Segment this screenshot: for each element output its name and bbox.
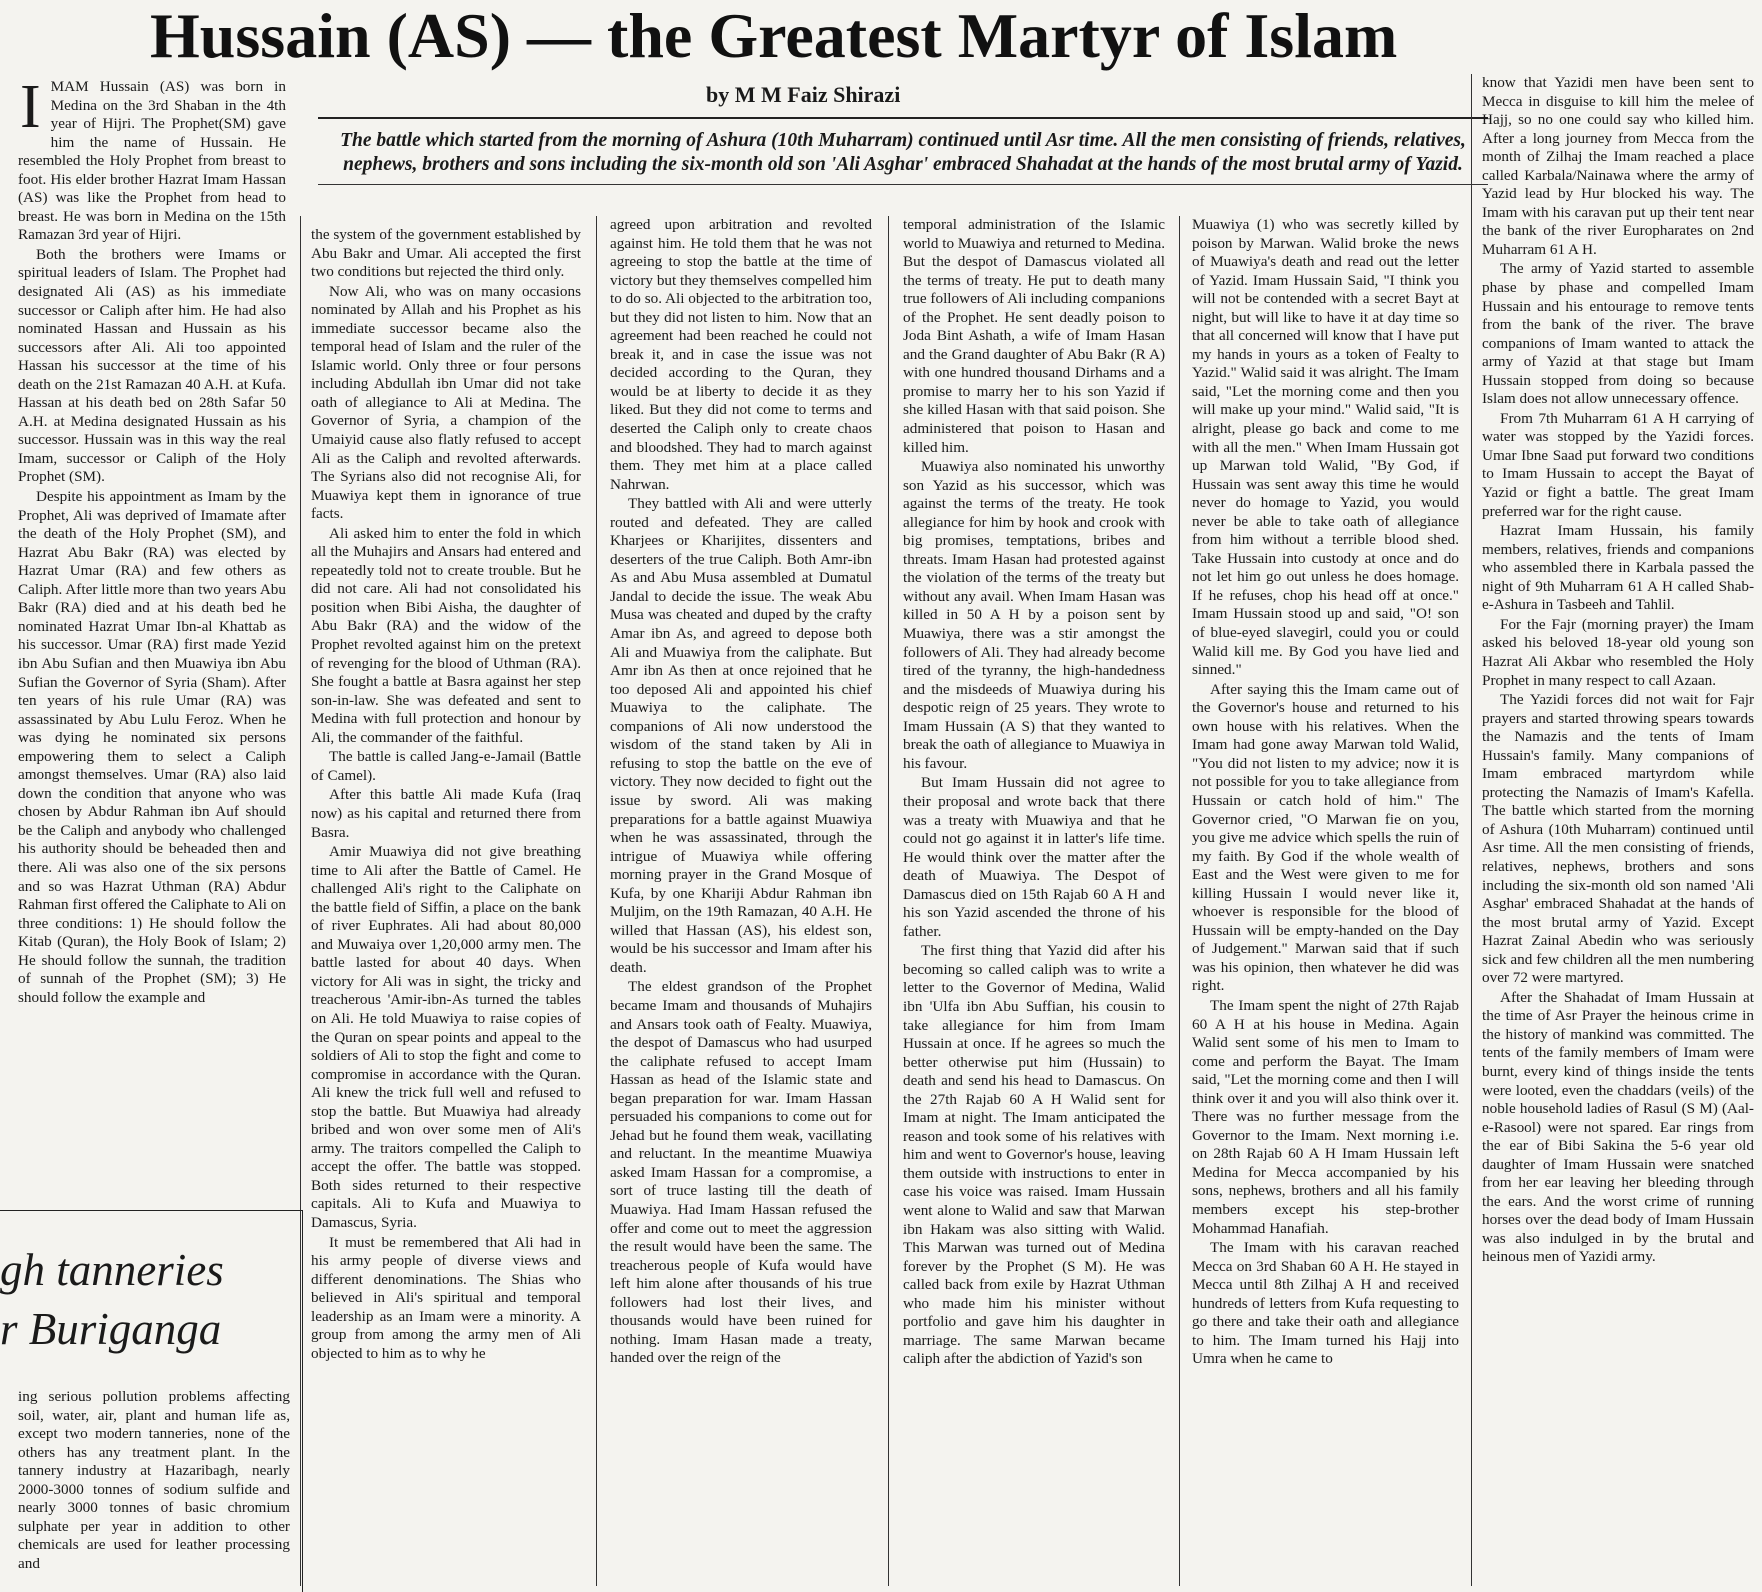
paragraph: know that Yazidi men have been sent to Mecca in disguise to kill him the melee of Hajj, so no one could say who killed him. After a long journey from Mecca from the month of Zilhaj the Imam reached a place called Karbala/Nainawa where the army of Yazid lead by Hur blocked his way. The Imam with his caravan put up their tent near the bank of the river Europharates on 2nd Muharram 61 A H.: [1482, 74, 1754, 258]
paragraph: Despite his appointment as Imam by the Prophet, Ali was deprived of Imamate after the death of the Holy Prophet (SM), and Hazrat Abu Bakr (RA) was elected by Hazrat Umar (RA) and few others as Caliph. After little more than two years Abu Bakr (RA) died and at his death bed he nominated Hazrat Umar Ibn-al Khattab as his successor. Umar (RA) first made Yezid ibn Abu Sufian and then Muawiya ibn Abu Sufian the Governor of Syria (Sham). After ten years of his rule Umar (RA) was assassinated by Abu Lulu Feroz. When he was dying he nominated six persons empowering them to select a Caliph amongst themselves. Umar (RA) also laid down the condition that anyone who was chosen by Abdur Rahman ibn Auf should be the Caliph and anybody who challenged his authority should be beheaded then and there. Ali was also one of the six persons and so was Hazrat Uthman (RA) Abdur Rahman first offered the Caliphate to Ali on three conditions: 1) He should follow the Kitab (Quran), the Holy Book of Islam; 2) He should follow the sunnah, the tradition of sunnah of the Prophet (SM); 3) He should follow the example and: [18, 488, 286, 1006]
paragraph: For the Fajr (morning prayer) the Imam asked his beloved 18-year old young son Hazrat Ali Akbar who resembled the Holy Prophet in many respect to call Azaan.: [1482, 615, 1754, 689]
paragraph: Now Ali, who was on many occasions nominated by Allah and his Prophet as his immediate successor became also the temporal head of Islam and the ruler of the Islamic world. Only three or four persons including Abdullah ibn Umar did not take oath of allegiance to Ali at Medina. The Governor of Syria, a champion of the Umaiyid cause also flatly refused to accept Ali as the Caliph and revolted afterwards. The Syrians also did not recognise Ali, for Muawiya kept them in ignorance of true facts.: [311, 282, 581, 523]
column-divider: [888, 216, 889, 1586]
adjacent-story-rule: [302, 1211, 303, 1592]
paragraph: After the Shahadat of Imam Hussain at the time of Asr Prayer the heinous crime in the history of mankind was committed. The tents of the family members of Imam were burnt, every kind of things inside the tents were looted, even the chaddars (veils) of the noble household ladies of Rasul (S M) (Aal-e-Rasool) were not spared. Ear rings from the ear of Bibi Sakina the 5-6 year old daughter of Imam Hussain were snatched from her ear leaving her bleeding through the ears. And the worst crime of running horses over the dead body of Imam Hussain was also indulged in by the brutal and heinous men of Yazidi army.: [1482, 988, 1754, 1266]
paragraph: The eldest grandson of the Prophet became Imam and thousands of Muhajirs and Ansars took oath of Fealty. Muawiya, the despot of Damascus who had usurped the caliphate refused to accept Imam Hassan as head of the Islamic state and began preparation for war. Imam Hassan persuaded his companions to come out for Jehad but he found them weak, vacillating and reluctant. In the meantime Muawiya asked Imam Hassan for a compromise, a sort of truce lasting till the death of Muawiya. Had Imam Hassan refused the offer and come out to meet the aggression the result would have been the same. The treacherous people of Kufa would have left him alone after thousands of his true followers had lost their lives, and thousands would have been ruined for nothing. Imam Hasan made a treaty, handed over the reign of the: [610, 978, 872, 1367]
column-divider: [596, 216, 597, 1586]
paragraph: The army of Yazid started to assemble phase by phase and compelled Imam Hussain and his entourage to remove tents from the bank of the river. The brave companions of Imam wanted to attack the army of Yazid at that stage but Imam Hussain stopped from doing so because Islam does not allow unnecessary offence.: [1482, 260, 1754, 408]
adjacent-headline-line-1: gh tanneries: [0, 1245, 224, 1295]
paragraph: But Imam Hussain did not agree to their proposal and wrote back that there was a treaty with Muawiya and that he could not go against it in latter's life time. He would think over the matter after the death of Muawiya. The Despot of Damascus died on 15th Rajab 60 A H and his son Yazid ascended the throne of his father.: [903, 774, 1165, 940]
standfirst-text: The battle which started from the morning of Ashura (10th Muharram) continued until Asr time. All the men consisting of friends, relatives, nephews, brothers and sons including the six-month old son 'Ali Asghar' embraced Shahadat at the hands of the most brutal army of Yazid.: [340, 130, 1466, 175]
paragraph: After this battle Ali made Kufa (Iraq now) as his capital and returned there from Basra.: [311, 786, 581, 841]
column-5: [1192, 216, 1459, 1586]
standfirst-rule: [318, 184, 1488, 185]
column-2: [311, 226, 581, 1586]
paragraph: The first thing that Yazid did after his becoming so called caliph was to write a letter to the Governor of Medina, Walid ibn 'Ulfa ibn Abu Suffian, his cousin to take allegiance for him from Imam Hussain at once. If he agrees so much the better otherwise put him (Hussain) to death and send his head to Damascus. On the 27th Rajab 60 A H Walid sent for Imam at night. The Imam anticipated the reason and took some of his relatives with him and went to Governor's house, leaving them outside with instructions to enter in case his voice was raised. Imam Hussain went alone to Walid and saw that Marwan ibn Hakam was also sitting with Walid. This Marwan was turned out of Medina forever by the Prophet (S M). He was called back from exile by Hazrat Uthman who made him his minister without portfolio and gave him his daughter in marriage. The same Marwan became caliph after the abdiction of Yazid's son: [903, 942, 1165, 1368]
paragraph: After saying this the Imam came out of the Governor's house and returned to his own house with his relatives. When the Imam had gone away Marwan told Walid, "You did not listen to my advice; now it is not possible for you to take allegiance from Hussain or catch hold of him." The Governor cried, "O Marwan fie on you, you give me advice which spells the ruin of my faith. By God if the whole wealth of East and the West were given to me for killing Hussain I would never like it, whoever is responsible for the blood of Hussain will be empty-handed on the Day of Judgement." Marwan said that if such was his opinion, then whatever he did was right.: [1192, 680, 1459, 995]
paragraph: From 7th Muharram 61 A H carrying of water was stopped by the Yazidi forces. Umar Ibne Saad put forward two conditions to Imam Hussain to accept the Bayat of Yazid or fight a battle. The great Imam preferred war for the right cause.: [1482, 409, 1754, 520]
column-divider: [1179, 216, 1180, 1586]
paragraph: agreed upon arbitration and revolted against him. He told them that he was not agreeing to stop the battle at the time of victory but they themselves compelled him to do so. Ali objected to the arbitration too, but they did not listen to him. Now that an agreement had been reached he could not break it, and in case the issue was not decided according to the Quran, they would be at liberty to decide it as they liked. But they did not come to terms and deserted the Caliph only to create chaos and bloodshed. They had to march against them. They met him at a place called Nahrwan.: [610, 216, 872, 493]
article-byline: by M M Faiz Shirazi: [706, 82, 901, 107]
column-divider: [1471, 74, 1472, 1586]
paragraph: Hazrat Imam Hussain, his family members, relatives, friends and companions who assembled there in Karbala passed the night of 9th Muharram 61 A H called Shab-e-Ashura in Tasbeeh and Tahlil.: [1482, 522, 1754, 614]
paragraph: Ali asked him to enter the fold in which all the Muhajirs and Ansars had entered and repeatedly told not to create trouble. But he did not care. Ali had not consolidated his position when Bibi Aisha, the daughter of Abu Bakr (RA) and the widow of the Prophet revolted against him on the pretext of revenging for the blood of Uthman (RA). She fought a battle at Basra against her step son-in-law. She was defeated and sent to Medina with full protection and honour by Ali, the commander of the faithful.: [311, 524, 581, 746]
paragraph: the system of the government established by Abu Bakr and Umar. Ali accepted the first two conditions but rejected the third only.: [311, 226, 581, 281]
paragraph: Muawiya (1) who was secretly killed by poison by Marwan. Walid broke the news of Muawiya's death and read out the letter of Yazid. Imam Hussain Said, "I think you will not be contended with a secret Bayt at night, but will like to have it at day time so that all concerned will know that I have put my hands in yours as a token of Fealty to Yazid." Walid said it was alright. The Imam said, "Let the morning come and then you will make up your mind." Walid said, "It is alright, please go back and come to me with all the men." When Imam Hussain got up Marwan told Walid, "By God, if Hussain was sent away this time he would never do homage to Yazid, you would never be able to take oath of allegiance from him without a terrible blood shed. Take Hussain into custody at once and do not let him go out unless he does homage. If he refuses, chop his head off at once." Imam Hussain stood up and said, "O! son of blue-eyed slavegirl, could you or could Walid kill me. By God you have lied and sinned.": [1192, 216, 1459, 679]
adjacent-story-headline: [0, 1241, 300, 1360]
paragraph: Amir Muawiya did not give breathing time to Ali after the Battle of Camel. He challenged Ali's right to the Caliphate on the battle field of Siffin, a place on the bank of river Euphrates. Ali had about 80,000 and Muwaiya over 1,20,000 army men. The battle lasted for about 40 days. When victory for Ali was in sight, the tricky and treacherous 'Amir-ibn-As turned the tables on Ali. He told Muawiya to raise copies of the Quran on spear points and appeal to the soldiers of Ali to stop the fight and come to compromise in accordance with the Quran. Ali knew the trick full well and refused to stop the battle. But Muawiya had already bribed and won over some men of Ali's army. The traitors compelled the Caliph to accept the offer. The battle was stopped. Both sides returned to their respective capitals. Ali to Kufa and Muawiya to Damascus, Syria.: [311, 843, 581, 1231]
paragraph: temporal administration of the Islamic world to Muawiya and returned to Medina. But the despot of Damascus violated all the terms of treaty. He put to death many true followers of Ali including companions of the Prophet. He sent deadly poison to Joda Bint Ashath, a wife of Imam Hasan and the Grand daughter of Abu Bakr (R A) with one hundred thousand Dirhams and a promise to marry her to his son Yazid if she killed Hasan with that said poison. She administered that poison to Hasan and killed him.: [903, 216, 1165, 456]
column-4: [903, 216, 1165, 1586]
column-6: [1482, 74, 1754, 1586]
column-3: [610, 216, 872, 1586]
drop-cap: I: [20, 78, 41, 141]
article-standfirst: [318, 117, 1488, 177]
paragraph: Both the brothers were Imams or spiritual leaders of Islam. The Prophet had designated Ali (AS) as his immediate successor or Caliph after him. He had also nominated Hassan and Hussain as his successors after Ali. Ali too appointed Hassan his successor at the time of his death on the 21st Ramazan 40 A.H. at Kufa. Hassan at his death bed on 28th Safar 50 A.H. at Medina designated Hussain as his successor. Hussain was in this way the real Imam, successor or Caliph of the Holy Prophet (SM).: [18, 245, 286, 486]
paragraph: Muawiya also nominated his unworthy son Yazid as his successor, which was against the terms of the treaty. He took allegiance for him by hook and crook with big promises, temptations, bribes and threats. Imam Hasan had protested against the violation of the terms of the treaty but without any avail. When Imam Hasan was killed in 50 A H by a poison sent by Muawiya, there was a stir amongst the followers of Ali. They had already become tired of the tyranny, the high-handedness and the misdeeds of Muawiya during his despotic reign of 25 years. They wrote to Imam Hussain (A S) that they wanted to break the oath of allegiance to Muawiya in his favour.: [903, 458, 1165, 772]
paragraph: The battle is called Jang-e-Jamail (Battle of Camel).: [311, 748, 581, 784]
paragraph: It must be remembered that Ali had in his army people of diverse views and different denominations. The Shias who believed in Ali's spiritual and temporal leadership as an Imam were a minority. A group from among the army men of Ali objected to him as to why he: [311, 1233, 581, 1362]
adjacent-story: [0, 1210, 303, 1592]
paragraph: They battled with Ali and were utterly routed and defeated. They are called Kharjees or Kharijites, dissenters and deserters of the true Caliph. Both Amr-ibn As and Abu Musa assembled at Dumatul Jandal to decide the issue. The weak Abu Musa was cheated and duped by the crafty Amar ibn As, and agreed to depose both Ali and Muawiya from the caliphate. But Amr ibn As then at once rejoined that he too deposed Ali and appointed his chief Muawiya to the caliphate. The companions of Ali now understood the wisdom of the stand taken by Ali in refusing to stop the battle on the eve of victory. They now decided to fight out the issue by sword. Ali was making preparations for a battle against Muawiya when he was assassinated, through the intrigue of Muawiya while offering morning prayer in the Grand Mosque of Kufa, by one Khariji Abdur Rahman ibn Muljim, on the 19th Ramazan, 40 A.H. He willed that Hassan (AS), his eldest son, would be his successor and Imam after his death.: [610, 495, 872, 976]
paragraph: The Imam spent the night of 27th Rajab 60 A H at his house in Medina. Again Walid sent some of his men to Imam to come and perform the Bayat. The Imam said, "Let the morning come and then I will think over it and you will also think over it. There was no further message from the Governor to the Imam. Next morning i.e. on 28th Rajab 60 A H Imam Hussain left Medina for Mecca accompanied by his sons, nephews, brothers and all his family members except his step-brother Mohammad Hanafiah.: [1192, 996, 1459, 1237]
paragraph: The Yazidi forces did not wait for Fajr prayers and started throwing spears towards the Namazis and the tents of Imam Hussain's family. Many companions of Imam embraced martyrdom while protecting the Namazis of Imam's Kafella. The battle which started from the morning of Ashura (10th Muharram) continued until Asr time. All the men consisting of friends, relatives, nephews, brothers and sons including the six-month old son named 'Ali Asghar' embraced Shahadat at the hands of the most brutal army of Yazid. Except Hazrat Zainal Abedin who was seriously sick and few children all the men numbering over 72 were martyred.: [1482, 691, 1754, 987]
paragraph: The Imam with his caravan reached Mecca on 3rd Shaban 60 A H. He stayed in Mecca until 8th Zilhaj A H and received hundreds of letters from Kufa requesting to go there and take their oath and allegiance to him. The Imam turned his Hajj into Umra when he came to: [1192, 1239, 1459, 1368]
paragraph: MAM Hussain (AS) was born in Medina on the 3rd Shaban in the 4th year of Hijri. The Prophet(SM) gave him the name of Hussain. He resembled the Holy Prophet from breast to foot. His elder brother Hazrat Imam Hassan (AS) was like the Prophet from head to breast. He was born in Medina on the 15th Ramazan 3rd year of Hijri.: [18, 78, 286, 244]
adjacent-headline-line-2: r Buriganga: [0, 1304, 222, 1355]
adjacent-story-body: ing serious pollution problems affecting soil, water, air, plant and human life as, except two modern tanneries, none of the others has any treatment plant. In the tannery industry at Hazaribagh, nearly 2000-3000 tonnes of sodium sulfide and nearly 3000 tonnes of basic chromium sulphate per year in addition to other chemicals are used for leather processing and: [18, 1388, 290, 1572]
column-1: [18, 78, 286, 1188]
article-headline: Hussain (AS) — the Greatest Martyr of Islam: [150, 0, 1398, 71]
